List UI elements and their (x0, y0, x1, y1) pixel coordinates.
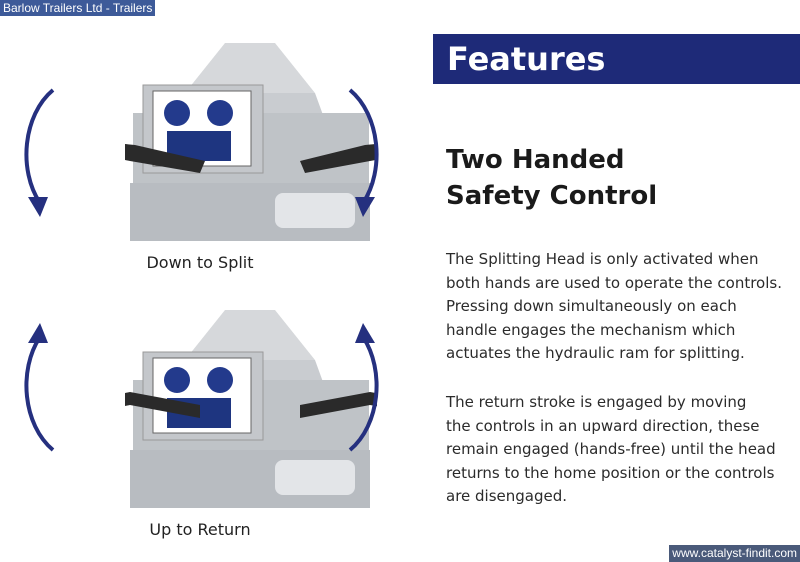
paragraph-line: handle engages the mechanism which (446, 320, 736, 339)
description-paragraph-2 (446, 391, 800, 509)
paragraph-line: actuates the hydraulic ram for splitting. (446, 344, 745, 362)
heading-line: Two Handed (446, 145, 625, 175)
paragraph-line: are disengaged. (446, 487, 568, 505)
paragraph-line: The return stroke is engaged by moving (446, 393, 747, 411)
arrow-down-right-icon (335, 85, 385, 220)
paragraph-line: The Splitting Head is only activated when (446, 250, 759, 268)
heading-line: Safety Control (446, 181, 658, 211)
caption-down-to-split: Down to Split (146, 253, 254, 272)
paragraph-line: remain engaged (hands-free) until the head (446, 440, 776, 458)
paragraph-line: Pressing down simultaneously on each (446, 297, 737, 315)
paragraph-line: both hands are used to operate the controls. (446, 273, 782, 292)
section-heading (446, 142, 786, 214)
description-paragraph-1 (446, 248, 800, 366)
arrow-up-right-icon (335, 320, 385, 455)
watermark: www.catalyst-findit.com (669, 545, 800, 562)
banner-title: Features (447, 40, 606, 78)
arrow-up-left-icon (18, 320, 68, 455)
arrow-down-left-icon (18, 85, 68, 220)
paragraph-line: the controls in an upward direction, these (446, 416, 760, 435)
caption-up-to-return: Up to Return (149, 520, 251, 539)
window-title: Barlow Trailers Ltd - Trailers (0, 0, 155, 16)
features-banner (433, 34, 800, 84)
paragraph-line: returns to the home position or the controls (446, 463, 775, 482)
